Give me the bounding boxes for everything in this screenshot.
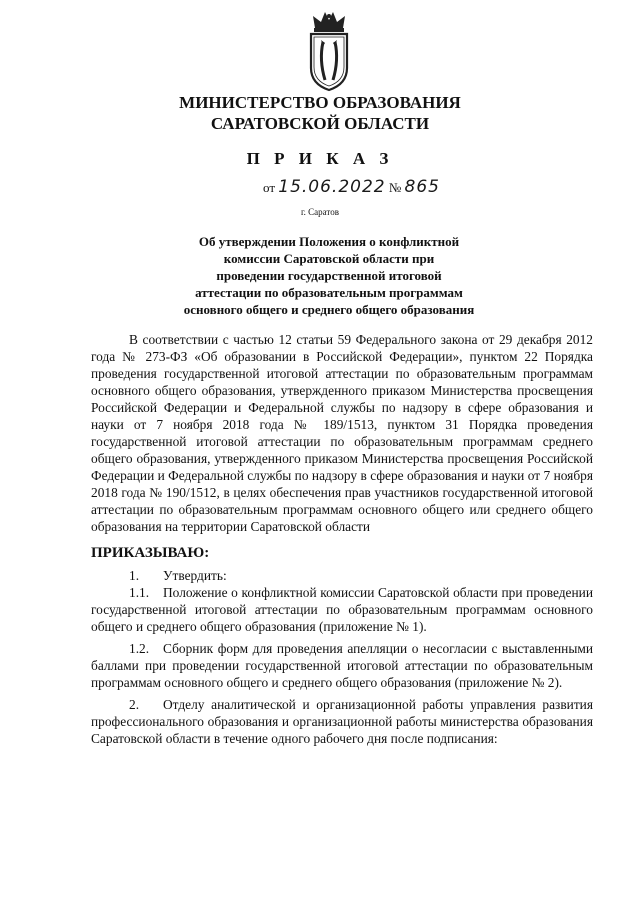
order-subject (170, 233, 488, 318)
preamble-paragraph: В соответствии с частью 12 статьи 59 Федерального закона от 29 декабря 2012 года № 273-ФЗ «Об образовании в Российской Федерации», пунктом 22 Порядка проведения государственной итоговой аттестации по образовательным программам основного общего образования, утвержденного приказом Министерства просвещения Российской Федерации и Федеральной службы по надзору в сфере образования и науки от 7 ноября 2018 года № 189/1513, пунктом 31 Порядка проведения государственной итоговой аттестации по образовательным программам среднего общего образования, утвержденного приказом Министерства просвещения Российской Федерации и Федеральной службы по надзору в сфере образования и науки от 7 ноября 2018 года № 190/1512, в целях обеспечения прав участников государственной итоговой аттестации по образовательным программам основного общего или среднего общего образования на территории Саратовской области (91, 332, 593, 534)
item-1-1-number: 1.1. (129, 585, 150, 600)
item-2-number: 2. (129, 697, 140, 712)
item-2 (91, 696, 593, 747)
order-body (91, 331, 593, 747)
subject-line-2: комиссии Саратовской области при (223, 251, 435, 266)
saratov-coat-of-arms-icon (301, 10, 357, 92)
order-dateline (263, 177, 440, 197)
item-1-1 (91, 584, 593, 635)
order-title: П Р И К А З (246, 149, 394, 168)
item-1-2 (91, 640, 593, 691)
item-1-number: 1. (129, 568, 140, 583)
date-prefix: от (263, 180, 276, 195)
subject-line-5: основного общего и среднего общего образования (183, 302, 475, 317)
item-1-1-text: Положение о конфликтной комиссии Саратовской области при проведении государственной итоговой аттестации по образовательным программам основного общего и среднего общего образования (приложение № 1). (91, 585, 593, 634)
item-1 (91, 567, 593, 584)
number-prefix: № (388, 180, 402, 195)
item-1-2-text: Сборник форм для проведения апелляции о несогласии с выставленными баллами при проведении государственной итоговой аттестации по образовательным программам основного общего и среднего общего образования (приложение № 2). (91, 641, 593, 690)
subject-line-4: аттестации по образовательным программам (195, 285, 463, 300)
order-directive: ПРИКАЗЫВАЮ: (91, 545, 210, 561)
ministry-line-2: САРАТОВСКОЙ ОБЛАСТИ (210, 114, 430, 133)
city: г. Саратов (301, 207, 339, 217)
ministry-line-1: МИНИСТЕРСТВО ОБРАЗОВАНИЯ (179, 93, 461, 112)
item-2-text: Отделу аналитической и организационной работы управления развития профессионального образования и организационной работы министерства образования Саратовской области в течение одного рабочего дня после подписания: (91, 697, 593, 746)
order-date: 15.06.2022 (278, 177, 386, 197)
order-number: 865 (404, 177, 440, 197)
item-1-text: Утвердить: (163, 568, 227, 583)
item-1-2-number: 1.2. (129, 641, 150, 656)
subject-line-1: Об утверждении Положения о конфликтной (198, 234, 460, 249)
ministry-name (0, 92, 640, 134)
subject-line-3: проведении государственной итоговой (216, 268, 442, 283)
